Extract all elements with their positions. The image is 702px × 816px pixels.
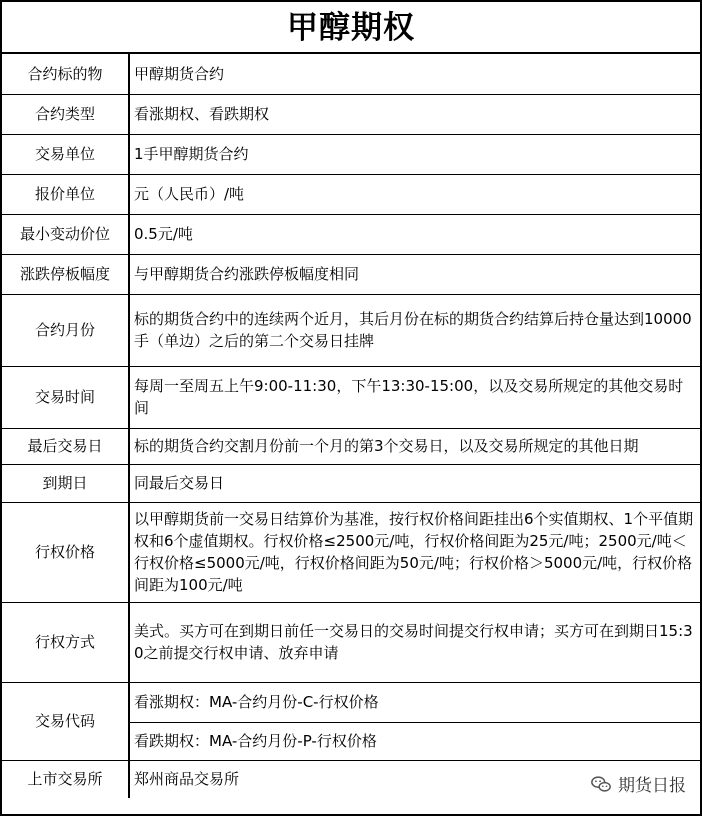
row-label: 合约类型	[2, 94, 129, 134]
table-row	[2, 428, 700, 464]
table-row	[2, 94, 700, 134]
row-value: 与甲醇期货合约涨跌停板幅度相同	[129, 254, 700, 294]
table-row	[2, 502, 700, 602]
row-label: 报价单位	[2, 174, 129, 214]
row-value: 标的期货合约中的连续两个近月，其后月份在标的期货合约结算后持仓量达到10000手（单边）之后的第二个交易日挂牌	[129, 294, 700, 366]
row-value: 标的期货合约交割月份前一个月的第3个交易日，以及交易所规定的其他日期	[129, 428, 700, 464]
row-label: 涨跌停板幅度	[2, 254, 129, 294]
row-value: 郑州商品交易所	[134, 770, 240, 789]
row-label: 到期日	[2, 464, 129, 502]
row-label: 最后交易日	[2, 428, 129, 464]
row-value: 元（人民币）/吨	[129, 174, 700, 214]
table-row	[2, 366, 700, 428]
watermark	[590, 771, 686, 796]
table-row	[2, 294, 700, 366]
row-label: 上市交易所	[2, 760, 129, 798]
row-label: 最小变动价位	[2, 214, 129, 254]
table-row	[2, 54, 700, 94]
row-value: 甲醇期货合约	[129, 54, 700, 94]
row-label: 合约月份	[2, 294, 129, 366]
page-title: 甲醇期权	[2, 2, 700, 54]
row-value: 1手甲醇期货合约	[129, 134, 700, 174]
table-row	[2, 254, 700, 294]
table-row	[2, 464, 700, 502]
row-value: 同最后交易日	[129, 464, 700, 502]
watermark-text: 期货日报	[618, 776, 686, 796]
row-label: 合约标的物	[2, 54, 129, 94]
table-row	[2, 134, 700, 174]
row-label: 交易代码	[2, 682, 129, 760]
row-value: 每周一至周五上午9:00-11:30，下午13:30-15:00，以及交易所规定的其他交易时间	[129, 366, 700, 428]
table-row	[2, 174, 700, 214]
spec-table	[2, 54, 700, 798]
row-value: 0.5元/吨	[129, 214, 700, 254]
wechat-icon	[590, 773, 612, 795]
table-row	[2, 214, 700, 254]
row-label: 行权方式	[2, 602, 129, 682]
table-row	[2, 682, 700, 722]
row-value: 看涨期权、看跌期权	[129, 94, 700, 134]
row-label: 交易单位	[2, 134, 129, 174]
row-value: 看涨期权：MA-合约月份-C-行权价格	[129, 682, 700, 722]
row-value: 看跌期权：MA-合约月份-P-行权价格	[129, 722, 700, 760]
row-value: 以甲醇期货前一交易日结算价为基准，按行权价格间距挂出6个实值期权、1个平值期权和6个虚值期权。行权价格≤2500元/吨，行权价格间距为25元/吨；2500元/吨＜行权价格≤5000元/吨，行权价格间距为50元/吨；行权价格＞5000元/吨，行权价格间距为100元/吨	[129, 502, 700, 602]
table-row	[2, 602, 700, 682]
row-label: 行权价格	[2, 502, 129, 602]
row-value: 美式。买方可在到期日前任一交易日的交易时间提交行权申请；买方可在到期日15:30之前提交行权申请、放弃申请	[129, 602, 700, 682]
row-label: 交易时间	[2, 366, 129, 428]
